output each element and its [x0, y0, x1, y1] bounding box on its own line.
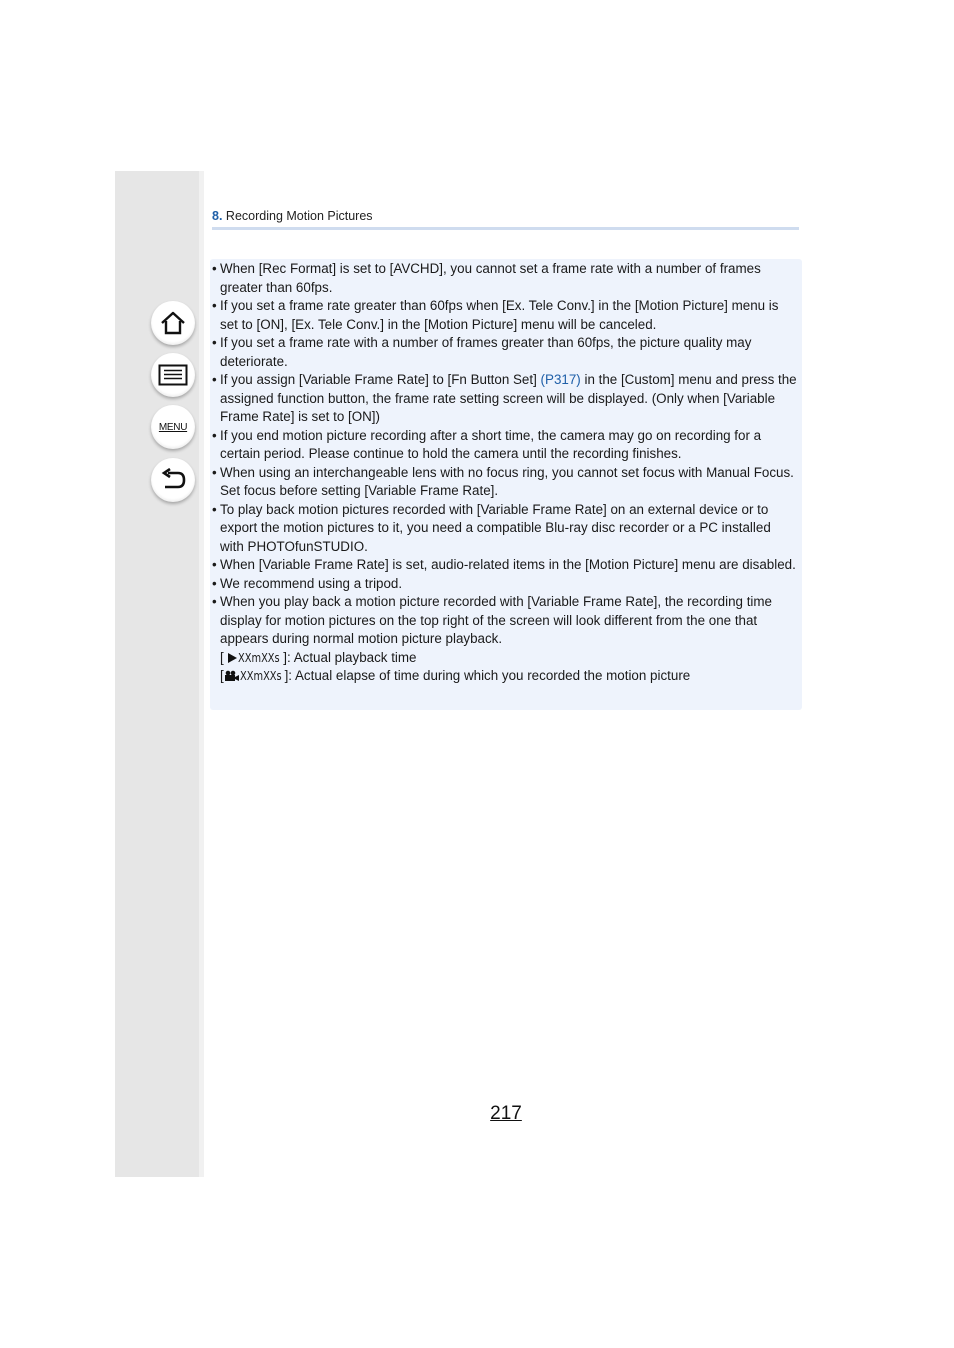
note-item: • If you set a frame rate with a number of frames greater than 60fps, the picture quality may deteriorate.: [212, 335, 752, 369]
page-number: 217: [490, 1103, 522, 1124]
menu-button[interactable]: [151, 405, 195, 449]
playback-time-value: XXmXXs: [238, 650, 281, 665]
notes-list: [210, 260, 802, 686]
play-icon: [227, 652, 238, 664]
note-item: • When you play back a motion picture recorded with [Variable Frame Rate], the recording time display for motion pictures on the top right of the screen will look different from the one that appears during normal motion picture playback.: [212, 594, 773, 646]
chapter-title: Recording Motion Pictures: [225, 209, 373, 223]
recording-time-value: XXmXXs: [239, 669, 282, 683]
home-icon: [159, 310, 187, 336]
header-divider: [212, 227, 799, 230]
recording-time-line: [ XXmXXs ]: Actual elapse of time during which you recorded the motion picture: [210, 667, 802, 686]
menu-label: MENU: [158, 421, 188, 433]
list-icon: [158, 364, 188, 386]
movie-camera-icon: [224, 670, 240, 682]
page-link-p317[interactable]: (P317): [540, 372, 581, 387]
home-button[interactable]: [151, 301, 195, 345]
contents-button[interactable]: [151, 353, 195, 397]
note-item: • If you end motion picture recording after a short time, the camera may go on recording for a certain period. Please continue to hold the camera until the recording finishes.: [212, 427, 762, 461]
note-item: • To play back motion pictures recorded with [Variable Frame Rate] on an external device or to export the motion pictures to it, you need a compatible Blu-ray disc recorder or a PC installed with PHOTOfunSTUDIO.: [212, 501, 771, 554]
note-item: • When using an interchangeable lens with no focus ring, you cannot set focus with Manual Focus. Set focus before setting [Variable Frame Rate].: [212, 464, 794, 498]
note-item: • When [Variable Frame Rate] is set, audio-related items in the [Motion Picture] menu are disabled.: [212, 557, 796, 572]
playback-time-line: [ XXmXXs ]: Actual playback time: [210, 649, 802, 668]
back-button[interactable]: [151, 458, 195, 502]
chapter-header: [212, 209, 799, 223]
sidebar-edge: [199, 171, 204, 1177]
return-arrow-icon: [159, 468, 187, 492]
note-item: • If you set a frame rate greater than 60fps when [Ex. Tele Conv.] in the [Motion Picture] menu is set to [ON], [Ex. Tele Conv.] in the [Motion Picture] menu will be canceled.: [212, 298, 779, 332]
note-item: • If you assign [Variable Frame Rate] to [Fn Button Set] (P317) in the [Custom] menu and press the assigned function button, the frame rate setting screen will be displayed. (Only when [Variable Frame Rate] is set to [ON]): [212, 372, 797, 424]
note-item: • When [Rec Format] is set to [AVCHD], you cannot set a frame rate with a number of frames greater than 60fps.: [212, 261, 761, 295]
note-item: • We recommend using a tripod.: [212, 575, 403, 591]
chapter-number: 8.: [212, 209, 223, 223]
